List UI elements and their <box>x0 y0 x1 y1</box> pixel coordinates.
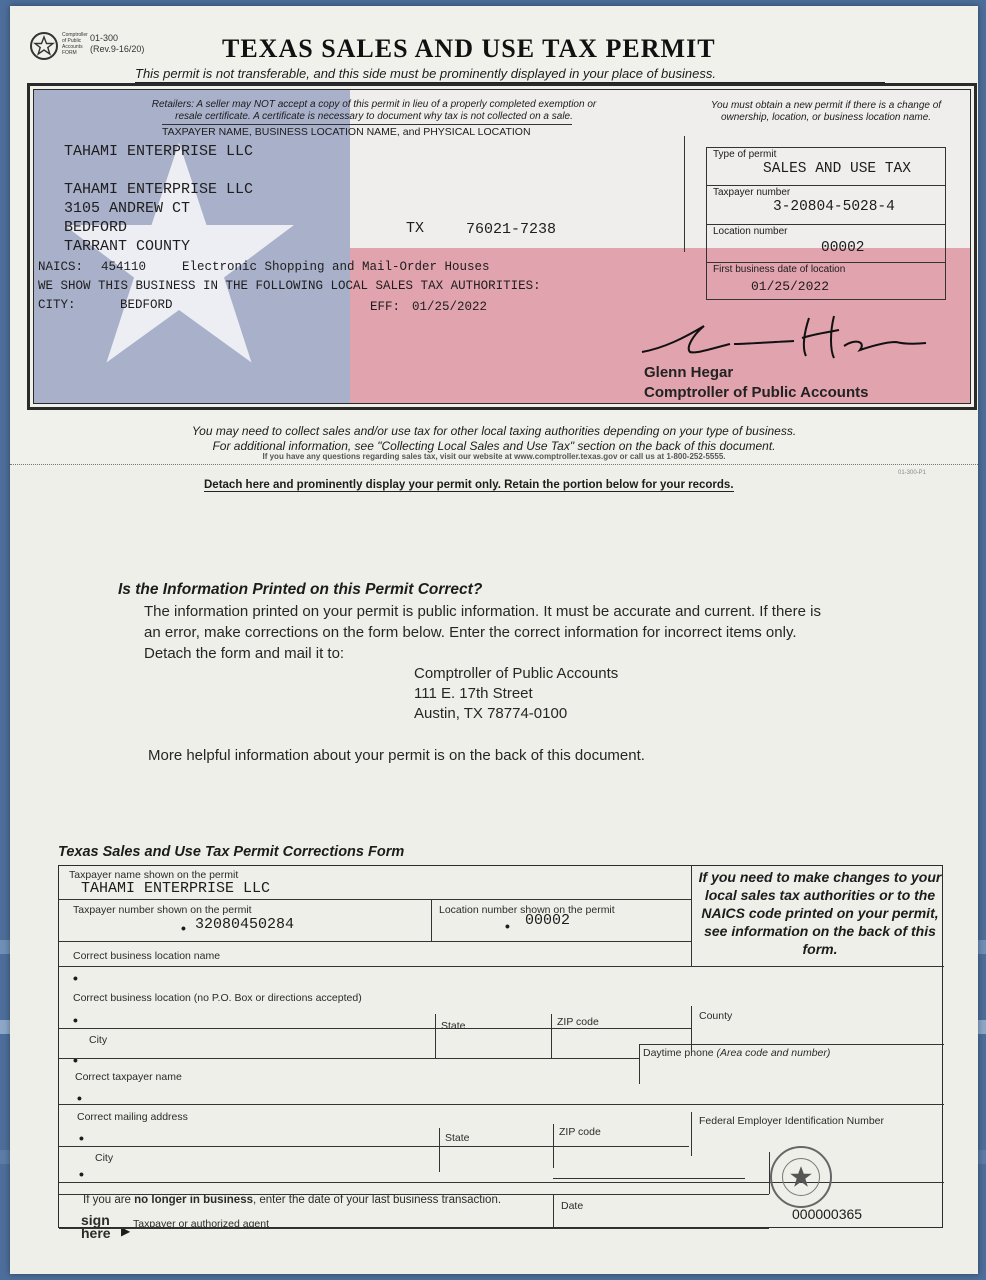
cell-divider <box>639 1044 640 1084</box>
local-tax-note: You may need to collect sales and/or use tax for other local taxing authorities depending on your type of business. <box>191 424 797 438</box>
additional-info-note: For additional information, see "Collecting Local Sales and Use Tax" section on the back of this document. <box>212 439 776 453</box>
address-line-2: 111 E. 17th Street <box>414 685 533 702</box>
taxpayer-name: TAHAMI ENTERPRISE LLC <box>64 143 254 160</box>
naics-code: 454110 <box>101 260 147 274</box>
state-label: State <box>441 1020 466 1032</box>
first-date-label: First business date of location <box>713 264 846 275</box>
street-address: 3105 ANDREW CT <box>64 200 191 217</box>
row-line <box>59 941 691 942</box>
permit-type-label: Type of permit <box>713 149 777 160</box>
county: TARRANT COUNTY <box>64 238 191 255</box>
row-line <box>59 899 691 900</box>
fein-label: Federal Employer Identification Number <box>699 1115 885 1127</box>
signature-icon <box>634 308 934 368</box>
location-number-label: Location number shown on the permit <box>439 904 615 916</box>
taxpayer-number: 3-20804-5028-4 <box>773 199 895 215</box>
correct-location-label: Correct business location (no P.O. Box or directions accepted) <box>73 992 362 1004</box>
state2-label: State <box>445 1132 470 1144</box>
info-paragraph-1: The information printed on your permit is public information. It must be accurate and current. If there is <box>144 603 821 620</box>
bullet: • <box>181 920 186 936</box>
row-line <box>59 1058 639 1059</box>
location-number-field[interactable]: 00002 <box>525 912 571 929</box>
questions-note: If you have any questions regarding sales tax, visit our website at www.comptroller.texas.gov or call us at 1-800-252-5555. <box>262 452 726 461</box>
city: BEDFORD <box>64 219 128 236</box>
cell-divider <box>435 1014 436 1058</box>
location-number-cell <box>707 225 945 263</box>
signer-name: Glenn Hegar <box>644 364 734 381</box>
arrow-right-icon: ▶ <box>121 1224 131 1238</box>
row-line <box>639 1044 944 1045</box>
cell-divider <box>431 899 432 941</box>
cell-divider <box>691 1112 692 1156</box>
date-label: Date <box>561 1200 584 1212</box>
permit-details-box <box>706 147 946 300</box>
serial-number: 000000365 <box>792 1206 863 1222</box>
right-note-1: You must obtain a new permit if there is a change of <box>710 100 942 111</box>
taxpayer-number-label: Taxpayer number shown on the permit <box>73 904 252 916</box>
zip-code: 76021-7238 <box>466 221 557 238</box>
location-name: TAHAMI ENTERPRISE LLC <box>64 181 254 198</box>
sign-here-label <box>81 1214 111 1240</box>
permit-document <box>10 6 978 1274</box>
row-line <box>59 1028 691 1029</box>
state: TX <box>406 220 425 237</box>
correct-location-name-label: Correct business location name <box>73 950 221 962</box>
eff-label: EFF: <box>370 300 401 314</box>
agent-label: Taxpayer or authorized agent <box>133 1218 270 1230</box>
address-divider <box>684 136 685 252</box>
date-underline <box>553 1178 745 1179</box>
city-field[interactable]: • <box>73 1052 78 1068</box>
taxpayer-number-cell <box>707 186 945 225</box>
info-question: Is the Information Printed on this Permit Correct? <box>118 581 483 598</box>
permit-type-value: SALES AND USE TAX <box>763 161 911 177</box>
no-longer-in-business-note <box>83 1194 501 1206</box>
permit-card <box>27 83 977 410</box>
info-paragraph-2: an error, make corrections on the form below. Enter the correct information for incorrect items only. <box>144 624 797 641</box>
row-line <box>59 1194 769 1195</box>
county-label: County <box>699 1010 733 1022</box>
form-revision: (Rev.9-16/20) <box>90 44 145 54</box>
cell-divider <box>439 1128 440 1172</box>
zip-label: ZIP code <box>557 1016 599 1028</box>
row-line <box>59 1146 689 1147</box>
comptroller-seal-icon <box>770 1146 832 1208</box>
info-paragraph-3: Detach the form and mail it to: <box>144 645 345 662</box>
city-authority-label: CITY: <box>38 298 76 312</box>
no-longer-pre: If you are <box>83 1194 135 1206</box>
naics-description: Electronic Shopping and Mail-Order Houses <box>182 260 490 274</box>
correct-location-field[interactable]: • <box>73 1012 78 1028</box>
address-line-3: Austin, TX 78774-0100 <box>414 705 568 722</box>
retailer-note-1: Retailers: A seller may NOT accept a copy of this permit in lieu of a properly completed exemption or <box>151 99 597 110</box>
permit-type-cell <box>707 148 945 186</box>
row-line <box>59 1104 944 1105</box>
signature-line[interactable] <box>59 1228 769 1229</box>
zip2-label: ZIP code <box>559 1126 601 1138</box>
phone-hint: (Area code and number) <box>716 1047 831 1059</box>
cell-divider <box>553 1124 554 1168</box>
permit-card-inner <box>33 89 971 404</box>
seal-star-icon <box>788 1164 814 1190</box>
cell-divider <box>551 1014 552 1058</box>
phone-label-text: Daytime phone <box>643 1047 714 1059</box>
authorities-line: WE SHOW THIS BUSINESS IN THE FOLLOWING LOCAL SALES TAX AUTHORITIES: <box>38 279 541 293</box>
row-line <box>59 966 944 967</box>
corrections-form-title: Texas Sales and Use Tax Permit Corrections Form <box>58 844 405 860</box>
retailer-note-2: resale certificate. A certificate is necessary to document why tax is not collected on a sale. <box>175 111 573 122</box>
detach-instruction: Detach here and prominently display your permit only. Retain the portion below for your records. <box>204 479 734 491</box>
no-longer-post: , enter the date of your last business transaction. <box>253 1194 502 1206</box>
small-code: 01-300-P1 <box>898 470 927 476</box>
taxpayer-number-label: Taxpayer number <box>713 187 791 198</box>
correct-mailing-label: Correct mailing address <box>77 1111 188 1123</box>
location-number-label: Location number <box>713 226 788 237</box>
correct-taxpayer-name-field[interactable]: • <box>77 1090 82 1106</box>
taxpayer-header: TAXPAYER NAME, BUSINESS LOCATION NAME, and PHYSICAL LOCATION <box>162 124 572 138</box>
right-note-2: ownership, location, or business location name. <box>720 112 932 123</box>
detach-line[interactable] <box>10 464 978 465</box>
permit-title: TEXAS SALES AND USE TAX PERMIT <box>222 34 716 63</box>
comptroller-emblem-icon <box>30 32 58 60</box>
no-longer-bold: no longer in business <box>134 1194 253 1206</box>
side-divider <box>691 866 692 966</box>
naics-label: NAICS: <box>38 260 84 274</box>
city-authority: BEDFORD <box>120 298 173 312</box>
permit-subtitle: This permit is not transferable, and this side must be prominently displayed in your place of business. <box>135 66 885 83</box>
name-label: Taxpayer name shown on the permit <box>69 869 239 881</box>
address-line-1: Comptroller of Public Accounts <box>414 665 619 682</box>
cell-divider <box>553 1194 554 1229</box>
city2-field[interactable]: • <box>79 1166 84 1182</box>
phone-label <box>643 1047 830 1059</box>
form-number: 01-300 <box>90 33 119 43</box>
location-number: 00002 <box>821 240 865 256</box>
first-date-cell <box>707 263 945 301</box>
city2-label: City <box>95 1152 114 1164</box>
bullet: • <box>505 918 510 934</box>
here-word: here <box>81 1225 111 1241</box>
more-info: More helpful information about your permit is on the back of this document. <box>148 747 645 764</box>
signer-title: Comptroller of Public Accounts <box>644 384 869 401</box>
taxpayer-name-field[interactable]: TAHAMI ENTERPRISE LLC <box>81 880 271 897</box>
city-label: City <box>89 1034 108 1046</box>
side-note: If you need to make changes to your local sales tax authorities or to the NAICS code printed on your permit, see information on the back of this form. <box>698 869 942 957</box>
correct-taxpayer-name-label: Correct taxpayer name <box>75 1071 182 1083</box>
correct-mailing-field[interactable]: • <box>79 1130 84 1146</box>
sign-word: sign <box>81 1212 110 1228</box>
eff-date: 01/25/2022 <box>412 300 488 314</box>
agency-mark: Comptroller of Public Accounts FORM <box>62 32 88 56</box>
taxpayer-number-field[interactable]: 32080450284 <box>195 916 295 933</box>
first-date: 01/25/2022 <box>751 279 830 294</box>
correct-location-name-field[interactable]: • <box>73 970 78 986</box>
